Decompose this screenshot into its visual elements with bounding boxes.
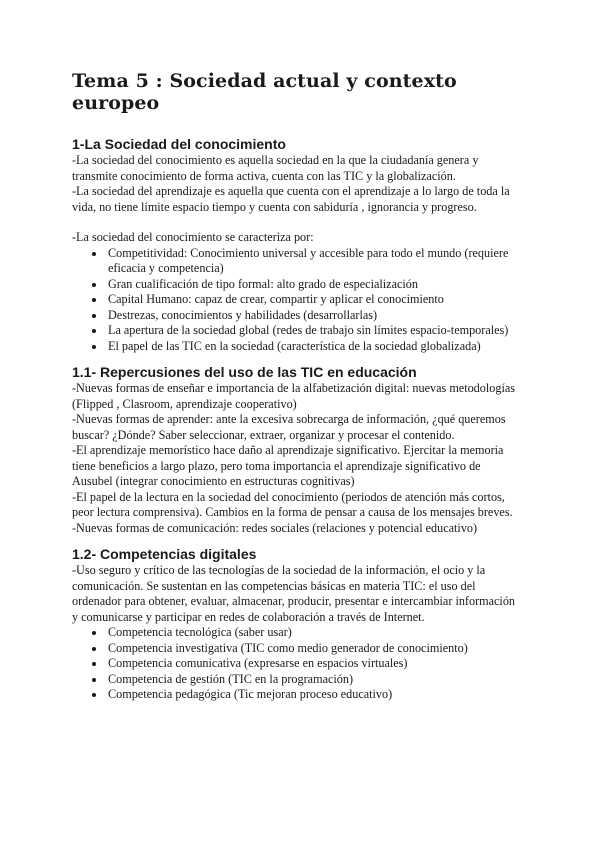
list-item: • El papel de las TIC en la sociedad (característica de la sociedad globalizada) [106, 339, 520, 355]
list-item: • Competitividad: Conocimiento universal y accesible para todo el mundo (requiere eficacia y competencia) [106, 246, 520, 277]
list-intro: -La sociedad del conocimiento se caracteriza por: [72, 230, 314, 244]
section-heading: 1.1- Repercusiones del uso de las TIC en educación [72, 364, 417, 380]
paragraph: -Uso seguro y crítico de las tecnologías de la sociedad de la información, el ocio y la comunicación. Se sustentan en las competencias básicas en materia TIC: el uso del ordenador para obtener, evaluar, almacenar, producir, presentar e intercambiar información y comunicarse y participar en redes de colaboración a través de Internet. [72, 563, 516, 624]
section-competencias-digitales [72, 546, 520, 703]
list-item: • Competencia investigativa (TIC como medio generador de conocimiento) [106, 641, 520, 657]
list-item: • Competencia de gestión (TIC en la programación) [106, 672, 520, 688]
paragraph: -Nuevas formas de aprender: ante la excesiva sobrecarga de información, ¿qué queremos buscar? ¿Dónde? Saber seleccionar, extraer, organizar y procesar el contenido. [72, 412, 506, 442]
paragraph: -La sociedad del conocimiento es aquella sociedad en la que la ciudadanía genera y transmite conocimiento de forma activa, cuenta con las TIC y la globalización. [72, 153, 479, 183]
section-heading: 1.2- Competencias digitales [72, 546, 257, 562]
paragraph: -El papel de la lectura en la sociedad del conocimiento (periodos de atención más cortos, peor lectura comprensiva). Cambios en la forma de pensar a causa de los mensajes breves. [72, 489, 513, 519]
characteristics-list [72, 246, 520, 355]
list-item: • Capital Humano: capaz de crear, compartir y aplicar el conocimiento [106, 292, 520, 308]
section-repercusiones-tic [72, 364, 520, 536]
competencies-list [72, 625, 520, 703]
list-item: • Competencia pedagógica (Tic mejoran proceso educativo) [106, 687, 520, 703]
page-title: Tema 5 : Sociedad actual y contexto europeo [72, 70, 457, 114]
list-item: • Gran cualificación de tipo formal: alto grado de especialización [106, 277, 520, 293]
paragraph: -Nuevas formas de enseñar e importancia de la alfabetización digital: nuevas metodologías (Flipped , Clasroom, aprendizaje cooperativo) [72, 381, 515, 411]
paragraph: -La sociedad del aprendizaje es aquella que cuenta con el aprendizaje a lo largo de toda la vida, no tiene límite espacio tiempo y cuenta con sabiduría , ignorancia y progreso. [72, 184, 510, 214]
section-heading: 1-La Sociedad del conocimiento [72, 136, 286, 152]
list-item: • Competencia tecnológica (saber usar) [106, 625, 520, 641]
paragraph: -El aprendizaje memorístico hace daño al aprendizaje significativo. Ejercitar la memoria tiene beneficios a largo plazo, pero toma importancia el aprendizaje significativo de Ausubel (integrar conocimiento en estructuras cognitivas) [72, 443, 504, 488]
list-item: • Competencia comunicativa (expresarse en espacios virtuales) [106, 656, 520, 672]
list-item: • Destrezas, conocimientos y habilidades (desarrollarlas) [106, 308, 520, 324]
paragraph: -Nuevas formas de comunicación: redes sociales (relaciones y potencial educativo) [72, 520, 478, 535]
section-sociedad-conocimiento [72, 136, 520, 354]
list-item: • La apertura de la sociedad global (redes de trabajo sin límites espacio-temporales) [106, 323, 520, 339]
